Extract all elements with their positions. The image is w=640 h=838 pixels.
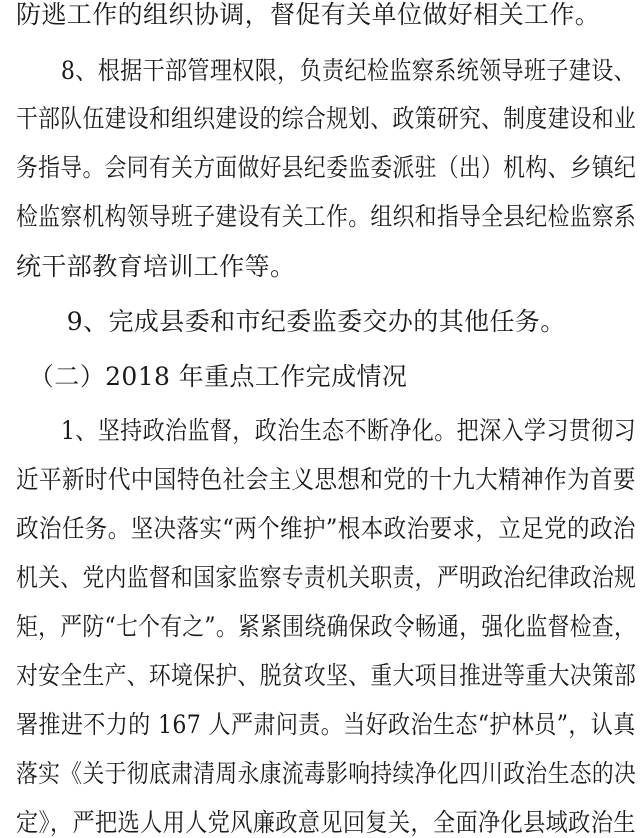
text-line: 对安全生产、环境保护、脱贫攻坚、重大项目推进等重大决策部	[16, 661, 637, 690]
text-line: 1、坚持政治监督，政治生态不断净化。把深入学习贯彻习	[16, 416, 637, 445]
text-line: 落实《关于彻底肃清周永康流毒影响持续净化四川政治生态的决	[16, 759, 637, 788]
text-line: 政治任务。坚决落实“两个维护”根本政治要求，立足党的政治	[16, 514, 636, 543]
text-line: 干部队伍建设和组织建设的综合规划、政策研究、制度建设和业	[16, 104, 637, 133]
text-line: 9、完成县委和市纪委监委交办的其他任务。	[16, 307, 566, 336]
text-line: 署推进不力的 167 人严肃问责。当好政治生态“护林员”，认真	[16, 710, 636, 739]
text-line: 8、根据干部管理权限，负责纪检监察系统领导班子建设、	[16, 56, 637, 85]
text-line: 务指导。会同有关方面做好县纪委监委派驻（出）机构、乡镇纪	[16, 153, 637, 182]
text-line: 防逃工作的组织协调，督促有关单位做好相关工作。	[16, 0, 601, 29]
text-line: 定》，严把选人用人党风廉政意见回复关，全面净化县域政治生	[16, 808, 636, 837]
section-heading: （二）2018 年重点工作完成情况	[16, 362, 408, 391]
text-line: 检监察机构领导班子建设有关工作。组织和指导全县纪检监察系	[16, 202, 637, 231]
text-line: 统干部教育培训工作等。	[16, 252, 296, 281]
text-line: 矩，严防“七个有之”。紧紧围绕确保政令畅通，强化监督检查，	[16, 612, 637, 641]
text-line: 近平新时代中国特色社会主义思想和党的十九大精神作为首要	[16, 465, 636, 494]
text-line: 机关、党内监督和国家监察专责机关职责，严明政治纪律政治规	[16, 563, 637, 592]
